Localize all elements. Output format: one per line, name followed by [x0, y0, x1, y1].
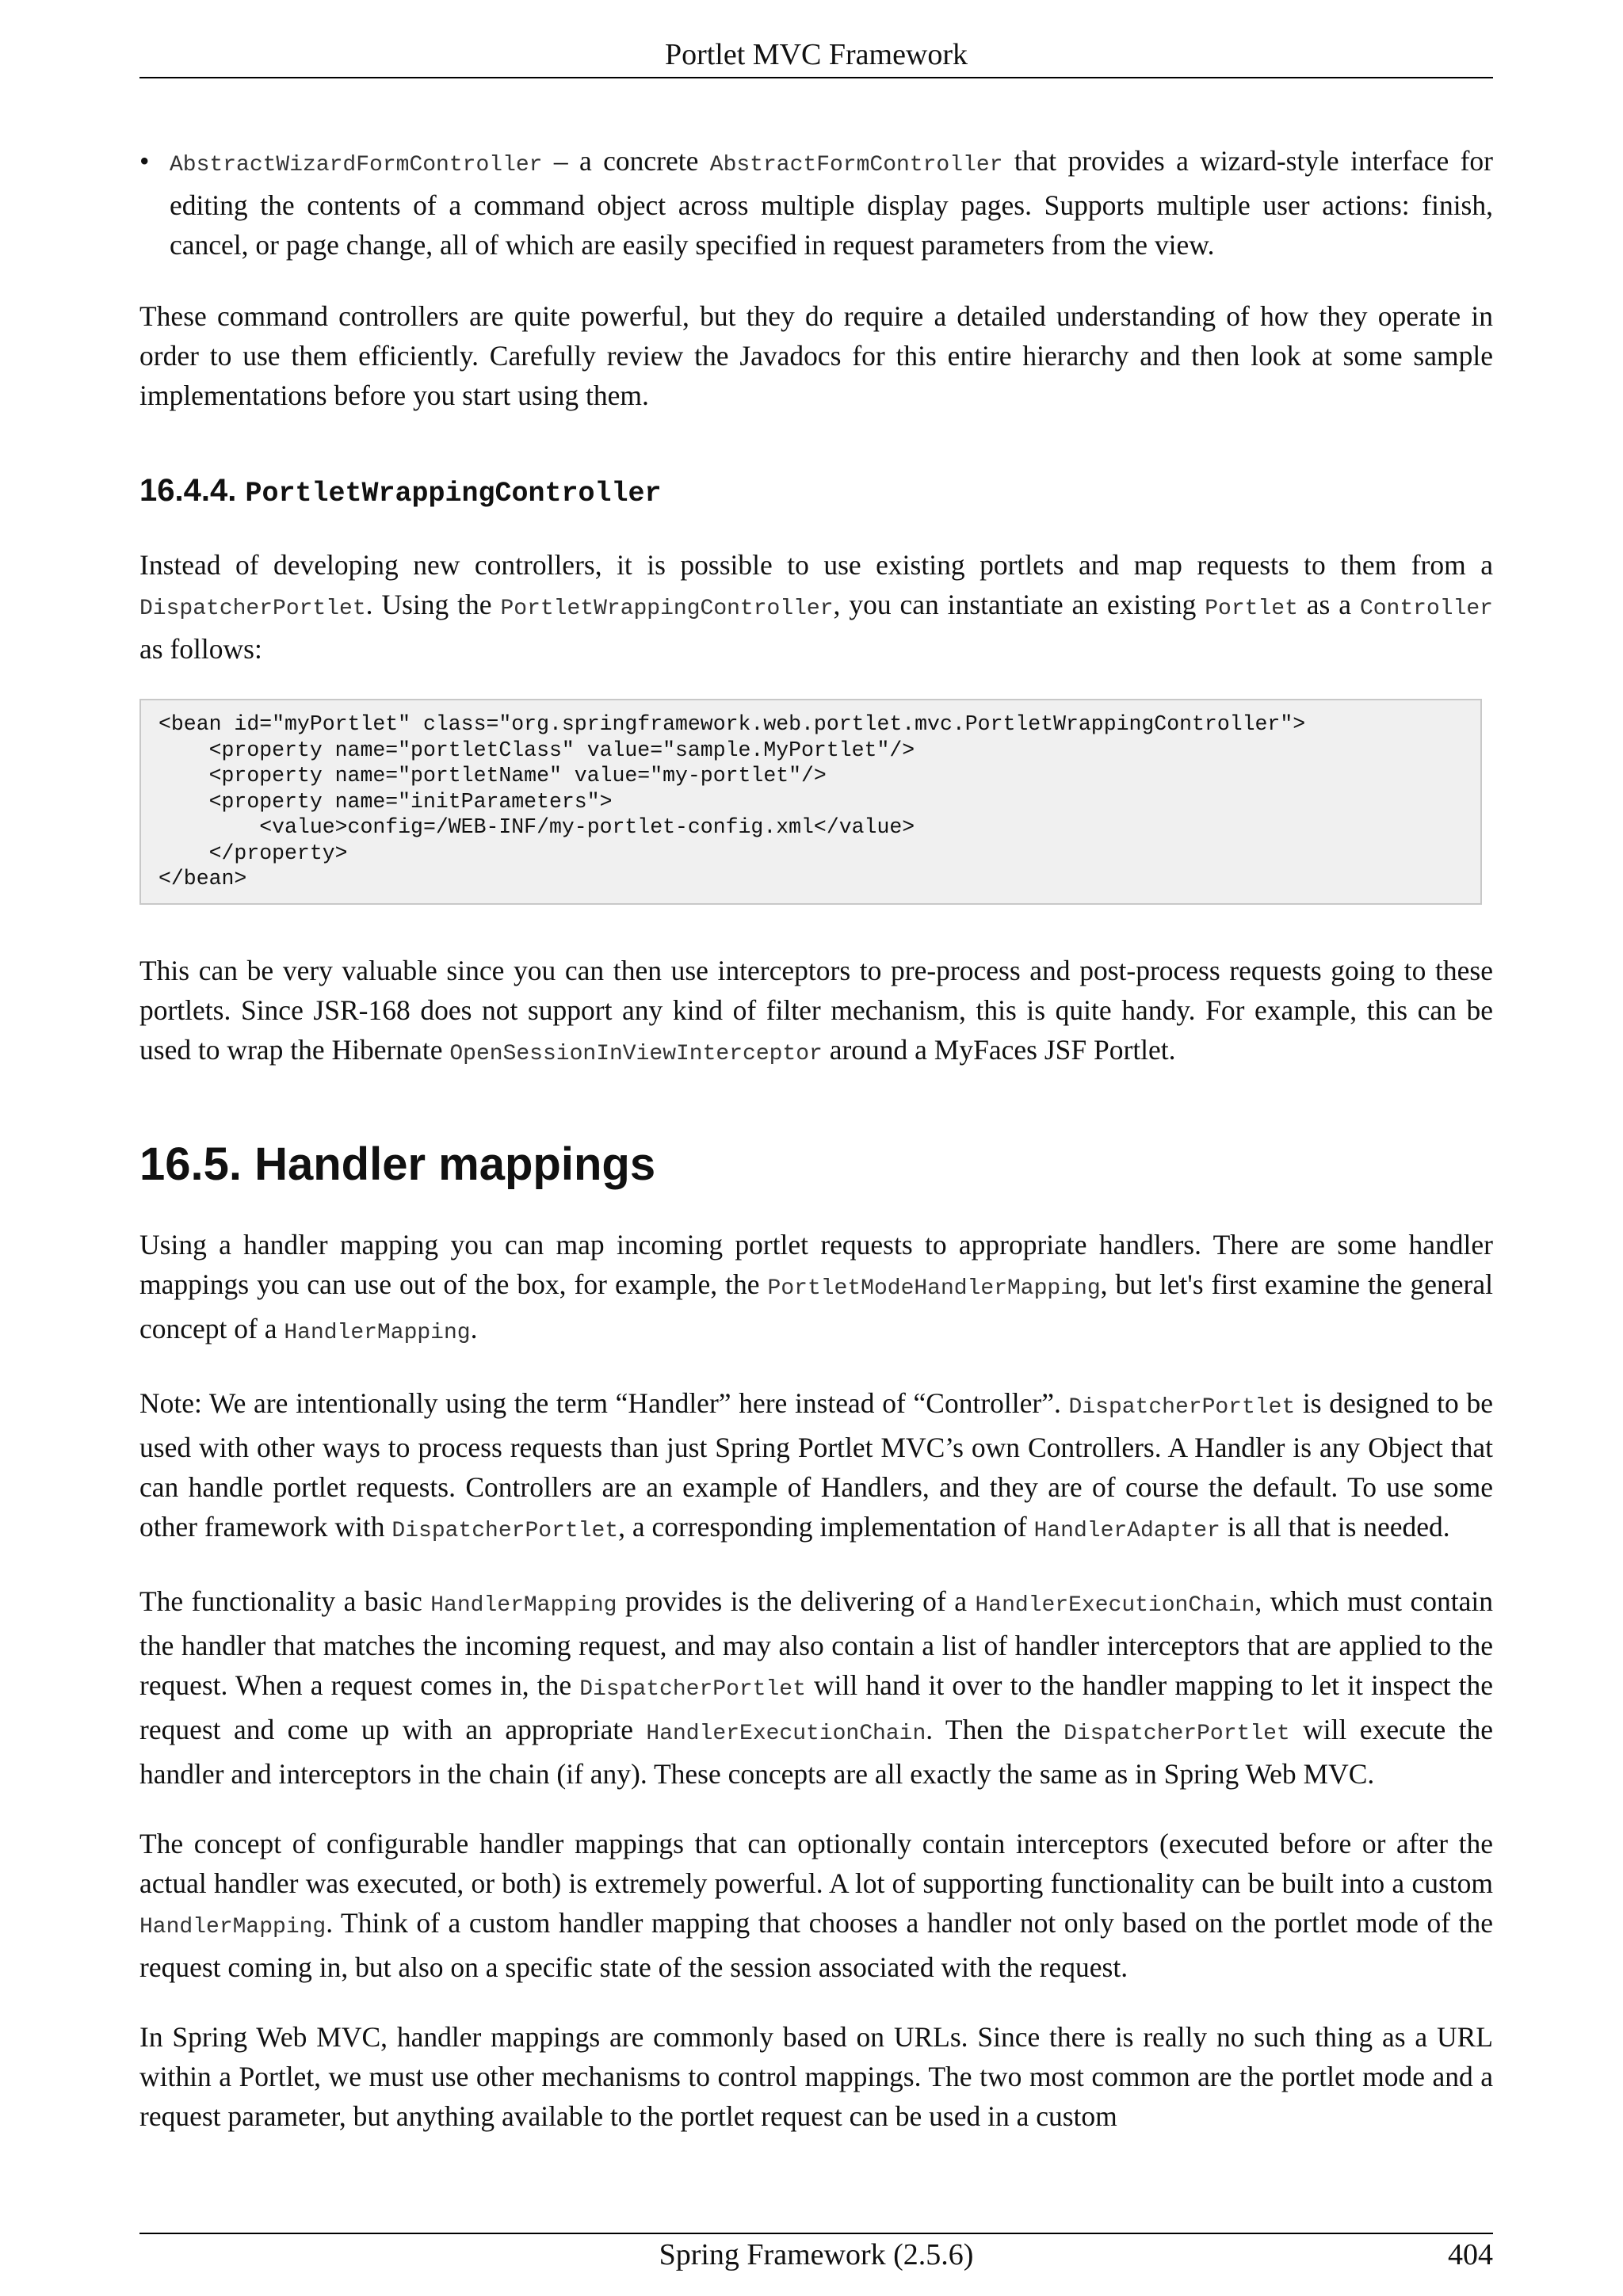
page-header: Portlet MVC Framework: [664, 38, 968, 71]
footer-title: Spring Framework (2.5.6): [659, 2238, 974, 2271]
page-content: [139, 141, 1493, 2166]
section-heading-16-4-4: 16.4.4. PortletWrappingController: [139, 473, 662, 509]
paragraph: This can be very valuable since you can then use interceptors to pre-process and post-process requests going to these portlets. Since JSR-168 does not support any kind of filter mechanism, this is quite handy. For example, this can be used to wrap the Hibernate OpenSessionInViewInterceptor around a MyFaces JSF Portlet.: [139, 954, 1493, 1066]
inline-code: AbstractFormController: [709, 153, 1003, 177]
code-line: <property name="portletClass" value="sample.MyPortlet"/>: [158, 738, 915, 762]
list-item: • AbstractWizardFormController – a concrete AbstractFormController that provides a wizard-style interface for editing the contents of a command object across multiple display pages. Supports multiple user actions: finish, cancel, or page change, all of which are easily specified in request parameters from the view.: [139, 141, 1493, 265]
bullet-icon: •: [139, 145, 150, 177]
code-line: </bean>: [158, 867, 247, 891]
paragraph: Note: We are intentionally using the term “Handler” here instead of “Controller”. DispatcherPortlet is designed to be used with other ways to process requests than just Spring Portlet MVC’s own Controllers. A Handler is any Object that can handle portlet requests. Controllers are an example of Handlers, and they are of course the default. To use some other framework with DispatcherPortlet, a corresponding implementation of HandlerAdapter is all that is needed.: [139, 1386, 1493, 1543]
paragraph: Instead of developing new controllers, it is possible to use existing portlets and map requests to them from a DispatcherPortlet. Using the PortletWrappingController, you can instantiate an existing Portlet as a Controller as follows:: [139, 549, 1493, 665]
code-line: <value>config=/WEB-INF/my-portlet-config.xml</value>: [158, 815, 915, 839]
page-number: 404: [1448, 2238, 1493, 2271]
code-block: [139, 699, 1482, 905]
paragraph: In Spring Web MVC, handler mappings are commonly based on URLs. Since there is really no such thing as a URL within a Portlet, we must use other mechanisms to control mappings. The two most common are the portlet mode and a request parameter, but anything available to the portlet request can be used in a custom: [139, 2020, 1493, 2132]
code-line: </property>: [158, 841, 348, 865]
inline-code: AbstractWizardFormController: [170, 153, 543, 177]
code-line: <property name="portletName" value="my-portlet"/>: [158, 764, 827, 788]
paragraph: The concept of configurable handler mappings that can optionally contain interceptors (executed before or after the actual handler was executed, or both) is extremely powerful. A lot of supporting functionality can be built into a custom HandlerMapping. Think of a custom handler mapping that chooses a handler not only based on the portlet mode of the request coming in, but also on a specific state of the session associated with the request.: [139, 1827, 1493, 1983]
paragraph: The functionality a basic HandlerMapping provides is the delivering of a HandlerExecutionChain, which must contain the handler that matches the incoming request, and may also contain a list of handler interceptors that are applied to the request. When a request comes in, the DispatcherPortlet will hand it over to the handler mapping to let it inspect the request and come up with an appropriate HandlerExecutionChain. Then the DispatcherPortlet will execute the handler and interceptors in the chain (if any). These concepts are all exactly the same as in Spring Web MVC.: [139, 1585, 1493, 1790]
paragraph: Using a handler mapping you can map incoming portlet requests to appropriate handlers. There are some handler mappings you can use out of the box, for example, the PortletModeHandlerMapping, but let's first examine the general concept of a HandlerMapping.: [139, 1228, 1493, 1345]
header-rule: [139, 77, 1493, 78]
code-line: <bean id="myPortlet" class="org.springframework.web.portlet.mvc.PortletWrappingController">: [158, 712, 1306, 736]
section-heading-16-5: 16.5. Handler mappings: [139, 1138, 656, 1190]
code-line: <property name="initParameters">: [158, 789, 613, 814]
paragraph: These command controllers are quite powerful, but they do require a detailed understanding of how they operate in order to use them efficiently. Carefully review the Javadocs for this entire hierarchy and then look at some sample implementations before you start using them.: [139, 300, 1493, 411]
